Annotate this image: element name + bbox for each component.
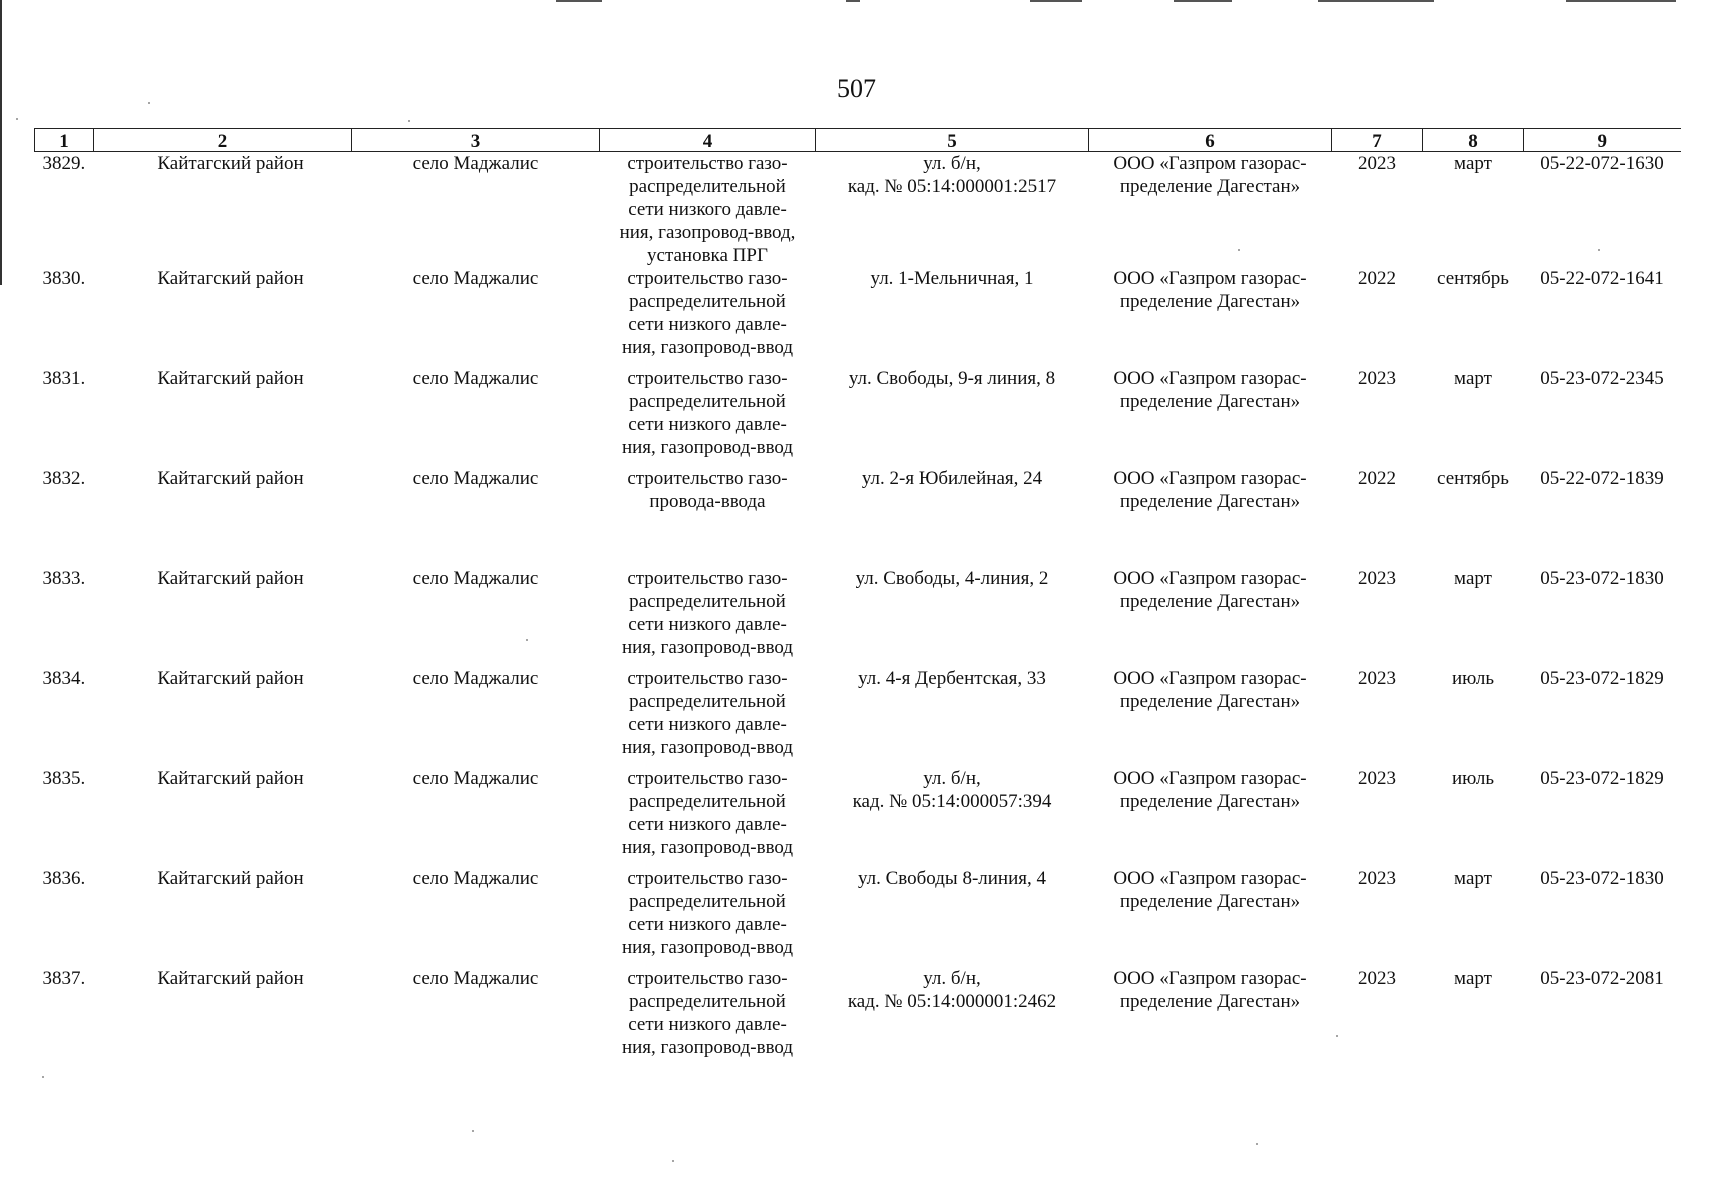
cell-number: 3837.	[42, 968, 86, 989]
scan-speck	[1256, 1143, 1258, 1145]
column-header: 3	[352, 129, 600, 152]
cell-address-line: ул. 1-Мельничная, 1	[870, 268, 1034, 289]
cell-code: 05-23-072-1829	[1540, 668, 1664, 689]
cell-year: 2023	[1358, 368, 1396, 389]
cell-month: сентябрь	[1437, 268, 1509, 289]
cell-organization-line: ООО «Газпром газорас-	[1113, 568, 1307, 589]
table-row	[35, 967, 1681, 1067]
cell-settlement: село Маджалис	[412, 468, 539, 489]
cell-work-description-line: сети низкого давле-	[628, 414, 787, 435]
table-row	[35, 767, 1681, 867]
table-row	[35, 567, 1681, 667]
cell-work-description-line: распределительной	[629, 791, 786, 812]
scan-speck	[472, 1130, 474, 1132]
cell-code: 05-22-072-1641	[1540, 268, 1664, 289]
cell-address	[816, 267, 1089, 367]
cell-settlement: село Маджалис	[412, 568, 539, 589]
cell-work-description-line: распределительной	[629, 391, 786, 412]
cell-organization-line: пределение Дагестан»	[1119, 891, 1301, 912]
cell-settlement: село Маджалис	[412, 768, 539, 789]
cell-organization-line: пределение Дагестан»	[1119, 991, 1301, 1012]
cell-district: Кайтагский район	[157, 468, 304, 489]
cell-district: Кайтагский район	[157, 968, 304, 989]
cell-work-description-line: ния, газопровод-ввод	[621, 337, 794, 358]
cell-work-description-line: ния, газопровод-ввод	[621, 437, 794, 458]
scan-speck	[16, 118, 18, 120]
column-header: 5	[816, 129, 1089, 152]
cell-work-description-line: установка ПРГ	[647, 245, 768, 266]
scan-speck	[42, 1076, 44, 1078]
table-body	[35, 152, 1681, 1068]
cell-organization-line: ООО «Газпром газорас-	[1113, 153, 1307, 174]
cell-address	[816, 667, 1089, 767]
cell-work-description	[600, 967, 816, 1067]
top-scan-rules	[0, 0, 1713, 4]
column-header: 2	[94, 129, 352, 152]
cell-address-line: кад. № 05:14:000001:2517	[847, 176, 1057, 197]
table-row	[35, 467, 1681, 567]
cell-code: 05-23-072-1830	[1540, 868, 1664, 889]
left-scan-edge	[0, 0, 2, 285]
cell-work-description-line: ния, газопровод-ввод	[621, 1037, 794, 1058]
cell-work-description-line: сети низкого давле-	[628, 814, 787, 835]
cell-work-description-line: сети низкого давле-	[628, 914, 787, 935]
cell-address	[816, 967, 1089, 1067]
cell-year: 2023	[1358, 768, 1396, 789]
cell-organization-line: пределение Дагестан»	[1119, 491, 1301, 512]
cell-organization	[1089, 267, 1332, 367]
cell-code: 05-22-072-1630	[1540, 153, 1664, 174]
cell-work-description-line: сети низкого давле-	[628, 199, 787, 220]
header-row	[35, 129, 1681, 152]
cell-work-description-line: распределительной	[629, 691, 786, 712]
cell-district: Кайтагский район	[157, 868, 304, 889]
scan-speck	[1238, 249, 1240, 251]
cell-work-description	[600, 267, 816, 367]
cell-work-description-line: ния, газопровод-ввод	[621, 837, 794, 858]
cell-work-description-line: распределительной	[629, 991, 786, 1012]
cell-work-description	[600, 152, 816, 268]
cell-organization	[1089, 767, 1332, 867]
table-row	[35, 367, 1681, 467]
cell-address	[816, 567, 1089, 667]
cell-address	[816, 367, 1089, 467]
cell-work-description	[600, 667, 816, 767]
cell-work-description-line: строительство газо-	[627, 268, 788, 289]
cell-organization-line: ООО «Газпром газорас-	[1113, 368, 1307, 389]
cell-district: Кайтагский район	[157, 568, 304, 589]
cell-organization-line: ООО «Газпром газорас-	[1113, 968, 1307, 989]
cell-number: 3835.	[42, 768, 86, 789]
table-row	[35, 267, 1681, 367]
cell-work-description-line: строительство газо-	[627, 968, 788, 989]
cell-address-line: ул. Свободы, 9-я линия, 8	[848, 368, 1056, 389]
cell-year: 2023	[1358, 868, 1396, 889]
cell-organization	[1089, 467, 1332, 567]
cell-district: Кайтагский район	[157, 768, 304, 789]
cell-district: Кайтагский район	[157, 268, 304, 289]
cell-month: июль	[1451, 668, 1495, 689]
cell-organization	[1089, 152, 1332, 268]
cell-address-line: ул. 2-я Юбилейная, 24	[861, 468, 1043, 489]
cell-address-line: ул. б/н,	[923, 153, 981, 174]
cell-settlement: село Маджалис	[412, 368, 539, 389]
cell-work-description-line: строительство газо-	[627, 768, 788, 789]
cell-month: март	[1454, 868, 1492, 889]
cell-organization-line: пределение Дагестан»	[1119, 691, 1301, 712]
cell-address	[816, 467, 1089, 567]
cell-work-description-line: сети низкого давле-	[628, 614, 787, 635]
scan-speck	[672, 1160, 674, 1162]
cell-code: 05-22-072-1839	[1540, 468, 1664, 489]
cell-address-line: ул. Свободы, 4-линия, 2	[855, 568, 1049, 589]
registry-table-container	[34, 128, 1680, 1067]
cell-organization-line: пределение Дагестан»	[1119, 791, 1301, 812]
cell-organization-line: ООО «Газпром газорас-	[1113, 268, 1307, 289]
cell-work-description-line: ния, газопровод-ввод	[621, 937, 794, 958]
cell-work-description-line: распределительной	[629, 591, 786, 612]
cell-work-description-line: строительство газо-	[627, 668, 788, 689]
cell-number: 3833.	[42, 568, 86, 589]
cell-work-description-line: ния, газопровод-ввод	[621, 737, 794, 758]
cell-settlement: село Маджалис	[412, 268, 539, 289]
cell-address	[816, 867, 1089, 967]
cell-work-description-line: провода-ввода	[649, 491, 766, 512]
column-header: 9	[1524, 129, 1681, 152]
cell-address-line: кад. № 05:14:000057:394	[852, 791, 1052, 812]
cell-address	[816, 152, 1089, 268]
table-row	[35, 867, 1681, 967]
cell-work-description	[600, 767, 816, 867]
cell-district: Кайтагский район	[157, 153, 304, 174]
cell-code: 05-23-072-1829	[1540, 768, 1664, 789]
cell-work-description-line: ния, газопровод-ввод	[621, 637, 794, 658]
cell-work-description-line: ния, газопровод-ввод,	[619, 222, 796, 243]
cell-address-line: ул. 4-я Дербентская, 33	[858, 668, 1046, 689]
cell-work-description-line: строительство газо-	[627, 153, 788, 174]
cell-year: 2023	[1358, 668, 1396, 689]
cell-number: 3836.	[42, 868, 86, 889]
cell-month: март	[1454, 153, 1492, 174]
cell-address-line: ул. б/н,	[923, 768, 981, 789]
cell-organization	[1089, 567, 1332, 667]
cell-settlement: село Маджалис	[412, 868, 539, 889]
cell-work-description-line: распределительной	[629, 291, 786, 312]
cell-code: 05-23-072-2345	[1540, 368, 1664, 389]
column-header: 4	[600, 129, 816, 152]
scan-speck	[1598, 249, 1600, 251]
cell-work-description	[600, 567, 816, 667]
cell-number: 3832.	[42, 468, 86, 489]
cell-year: 2023	[1358, 153, 1396, 174]
scan-speck	[408, 120, 410, 122]
cell-organization-line: ООО «Газпром газорас-	[1113, 768, 1307, 789]
cell-year: 2022	[1358, 268, 1396, 289]
cell-organization-line: ООО «Газпром газорас-	[1113, 668, 1307, 689]
column-header: 1	[35, 129, 94, 152]
cell-work-description-line: распределительной	[629, 891, 786, 912]
cell-work-description-line: строительство газо-	[627, 368, 788, 389]
cell-month: июль	[1451, 768, 1495, 789]
cell-work-description-line: сети низкого давле-	[628, 314, 787, 335]
cell-year: 2023	[1358, 968, 1396, 989]
cell-address	[816, 767, 1089, 867]
cell-organization-line: ООО «Газпром газорас-	[1113, 468, 1307, 489]
cell-work-description-line: строительство газо-	[627, 868, 788, 889]
cell-number: 3830.	[42, 268, 86, 289]
column-header: 8	[1423, 129, 1524, 152]
cell-work-description	[600, 367, 816, 467]
cell-address-line: ул. б/н,	[923, 968, 981, 989]
cell-district: Кайтагский район	[157, 668, 304, 689]
cell-code: 05-23-072-2081	[1540, 968, 1664, 989]
page-number: 507	[837, 74, 876, 103]
cell-code: 05-23-072-1830	[1540, 568, 1664, 589]
cell-work-description	[600, 867, 816, 967]
cell-month: март	[1454, 968, 1492, 989]
cell-district: Кайтагский район	[157, 368, 304, 389]
scan-speck	[526, 639, 528, 641]
cell-organization-line: пределение Дагестан»	[1119, 176, 1301, 197]
cell-year: 2022	[1358, 468, 1396, 489]
cell-work-description-line: строительство газо-	[627, 468, 788, 489]
cell-address-line: ул. Свободы 8-линия, 4	[857, 868, 1046, 889]
registry-table	[34, 128, 1681, 1067]
table-row	[35, 667, 1681, 767]
cell-number: 3831.	[42, 368, 86, 389]
cell-address-line: кад. № 05:14:000001:2462	[847, 991, 1057, 1012]
cell-organization	[1089, 967, 1332, 1067]
cell-settlement: село Маджалис	[412, 968, 539, 989]
column-header: 6	[1089, 129, 1332, 152]
cell-settlement: село Маджалис	[412, 668, 539, 689]
cell-work-description-line: сети низкого давле-	[628, 714, 787, 735]
cell-organization-line: пределение Дагестан»	[1119, 291, 1301, 312]
cell-month: март	[1454, 568, 1492, 589]
cell-work-description-line: сети низкого давле-	[628, 1014, 787, 1035]
cell-organization	[1089, 867, 1332, 967]
cell-organization-line: ООО «Газпром газорас-	[1113, 868, 1307, 889]
table-row	[35, 152, 1681, 268]
cell-work-description-line: распределительной	[629, 176, 786, 197]
cell-number: 3834.	[42, 668, 86, 689]
cell-month: сентябрь	[1437, 468, 1509, 489]
cell-work-description	[600, 467, 816, 567]
cell-work-description-line: строительство газо-	[627, 568, 788, 589]
cell-organization-line: пределение Дагестан»	[1119, 591, 1301, 612]
cell-settlement: село Маджалис	[412, 153, 539, 174]
cell-number: 3829.	[42, 153, 86, 174]
scan-speck	[148, 102, 150, 104]
column-header: 7	[1332, 129, 1423, 152]
cell-year: 2023	[1358, 568, 1396, 589]
cell-organization	[1089, 367, 1332, 467]
cell-organization-line: пределение Дагестан»	[1119, 391, 1301, 412]
scan-speck	[1336, 1035, 1338, 1037]
cell-month: март	[1454, 368, 1492, 389]
cell-organization	[1089, 667, 1332, 767]
